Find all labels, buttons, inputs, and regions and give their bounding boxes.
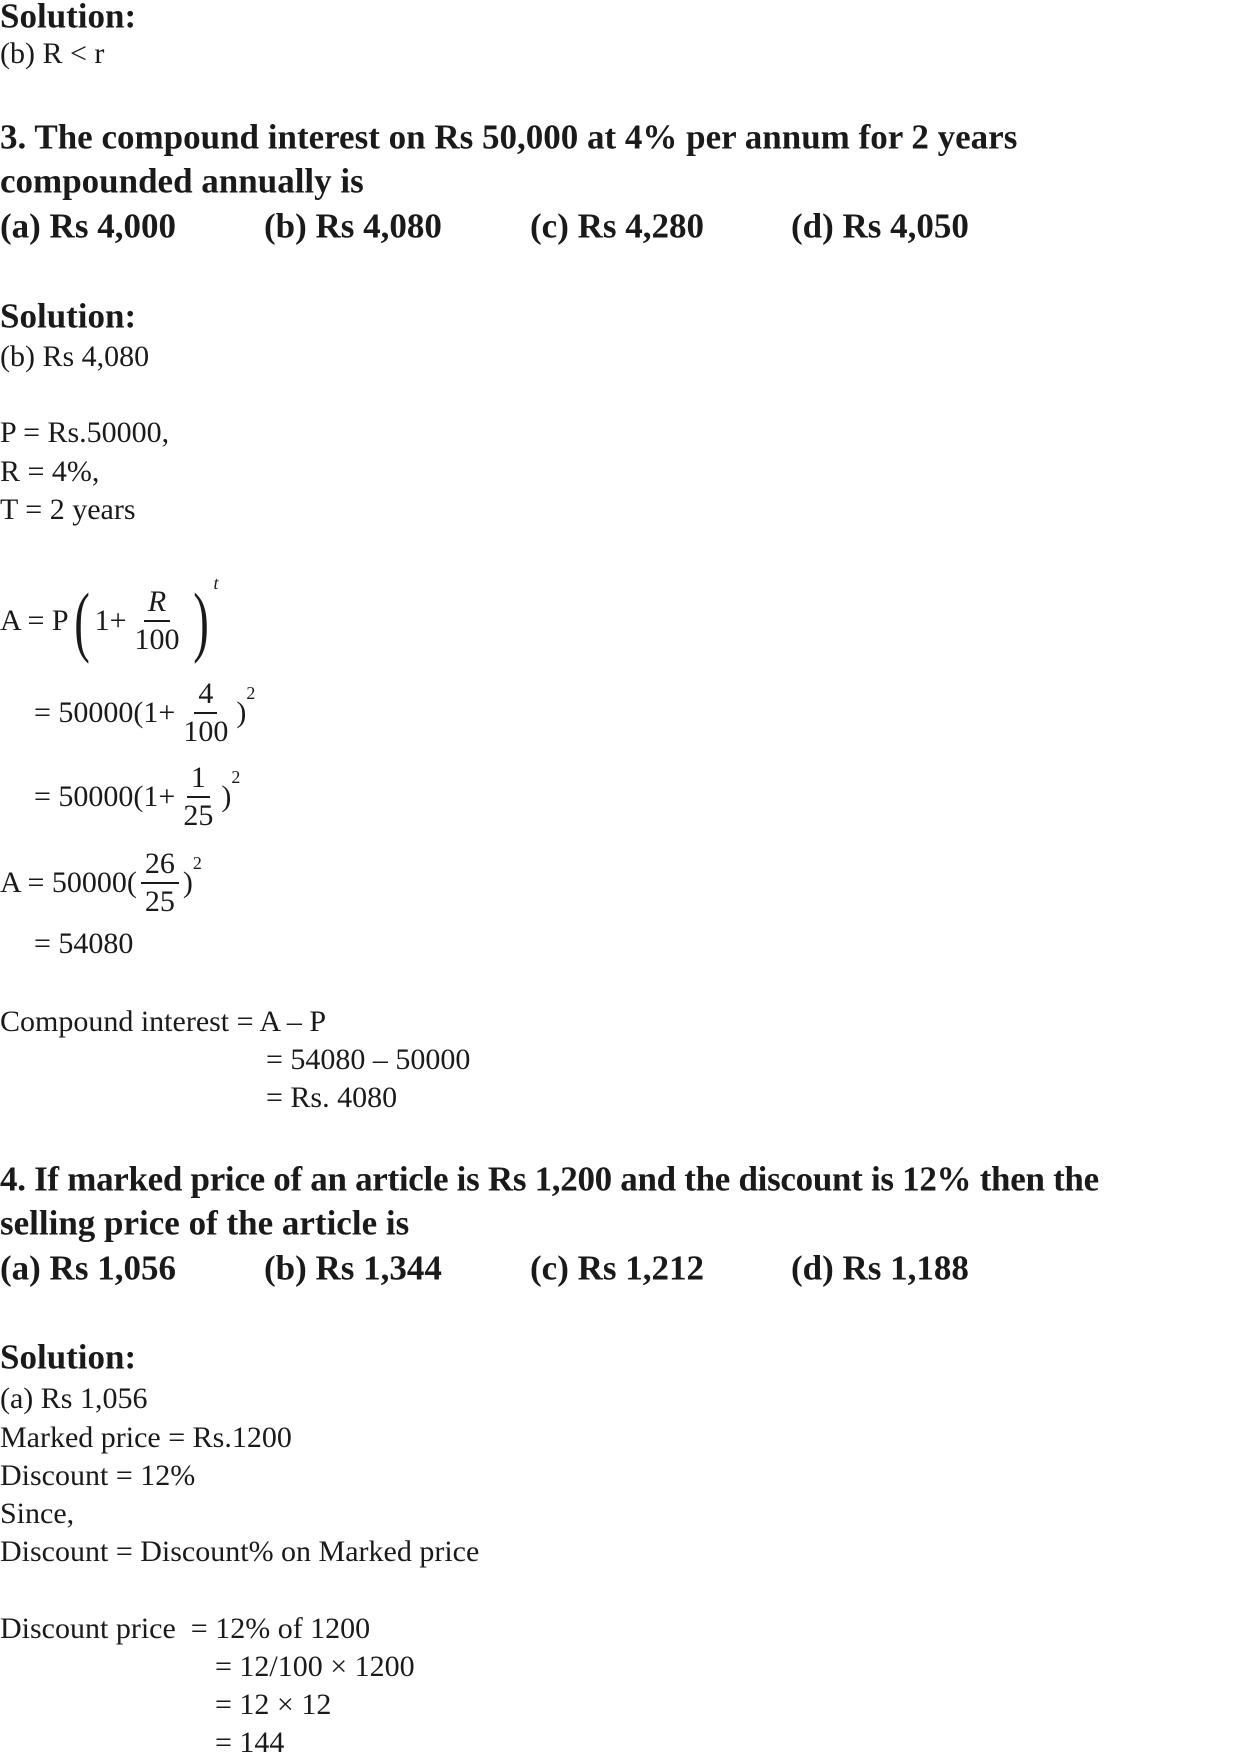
solution-answer: (b) Rs 4,080 [0,340,150,373]
question-3-line-2: compounded annually is [0,161,364,201]
question-4-line-1: 4. If marked price of an article is Rs 1,200 and the discount is 12% then the [0,1159,1099,1199]
fraction: $\frac{1}{25}$ [183,761,214,832]
left-paren: ( [73,577,90,664]
compound-interest-formula [0,573,219,664]
solution-heading: Solution: [0,0,137,36]
ci-line-1: Compound interest = A – P [0,1005,327,1038]
discount-price-line-2: = 12/100 × 1200 [215,1650,415,1683]
given-rate: R = 4%, [0,455,100,488]
discount-price-line-3: = 12 × 12 [215,1688,332,1721]
ci-line-2: = 54080 – 50000 [266,1043,471,1076]
fraction: $\frac{R}{100}$ [134,585,180,656]
step-2: = 50000(1+ $\frac{1}{25}$ ) 2 [34,761,241,832]
discount-price-line-1: Discount price = 12% of 1200 [0,1612,371,1645]
option-c: (c) Rs 1,212 [530,1248,704,1288]
option-b: (b) Rs 1,344 [264,1248,442,1288]
discount-price-line-4: = 144 [215,1726,285,1759]
option-a: (a) Rs 4,000 [0,206,176,246]
fraction: $\frac{4}{100}$ [183,677,229,748]
solution-answer: (b) R < r [0,37,105,70]
option-b: (b) Rs 4,080 [264,206,442,246]
ci-line-3: = Rs. 4080 [266,1081,398,1114]
given-principal: P = Rs.50000, [0,416,170,449]
option-d: (d) Rs 4,050 [791,206,969,246]
solution-heading: Solution: [0,1337,137,1377]
solution-heading: Solution: [0,296,137,336]
fraction: $\frac{26}{25}$ [141,849,179,917]
solution-answer: (a) Rs 1,056 [0,1382,148,1415]
question-4-line-2: selling price of the article is [0,1203,410,1243]
marked-price-line: Marked price = Rs.1200 [0,1421,292,1454]
right-paren: ) [192,577,209,664]
option-a: (a) Rs 1,056 [0,1248,176,1288]
formula-lhs: A = P [0,604,69,637]
step-4: = 54080 [34,927,134,960]
discount-line: Discount = 12% [0,1459,196,1492]
option-c: (c) Rs 4,280 [530,206,704,246]
step-3: A = 50000( $\frac{26}{25}$ ) 2 [0,847,202,918]
formula-one-plus: 1+ [94,604,127,637]
given-time: T = 2 years [0,493,136,526]
exponent: t [213,573,219,593]
question-3-line-1: 3. The compound interest on Rs 50,000 at 4% per annum for 2 years [0,117,1018,157]
step-1: = 50000(1+ $\frac{4}{100}$ ) 2 [34,677,256,748]
since-line: Since, [0,1497,75,1530]
option-d: (d) Rs 1,188 [791,1248,969,1288]
discount-definition-line: Discount = Discount% on Marked price [0,1535,480,1568]
